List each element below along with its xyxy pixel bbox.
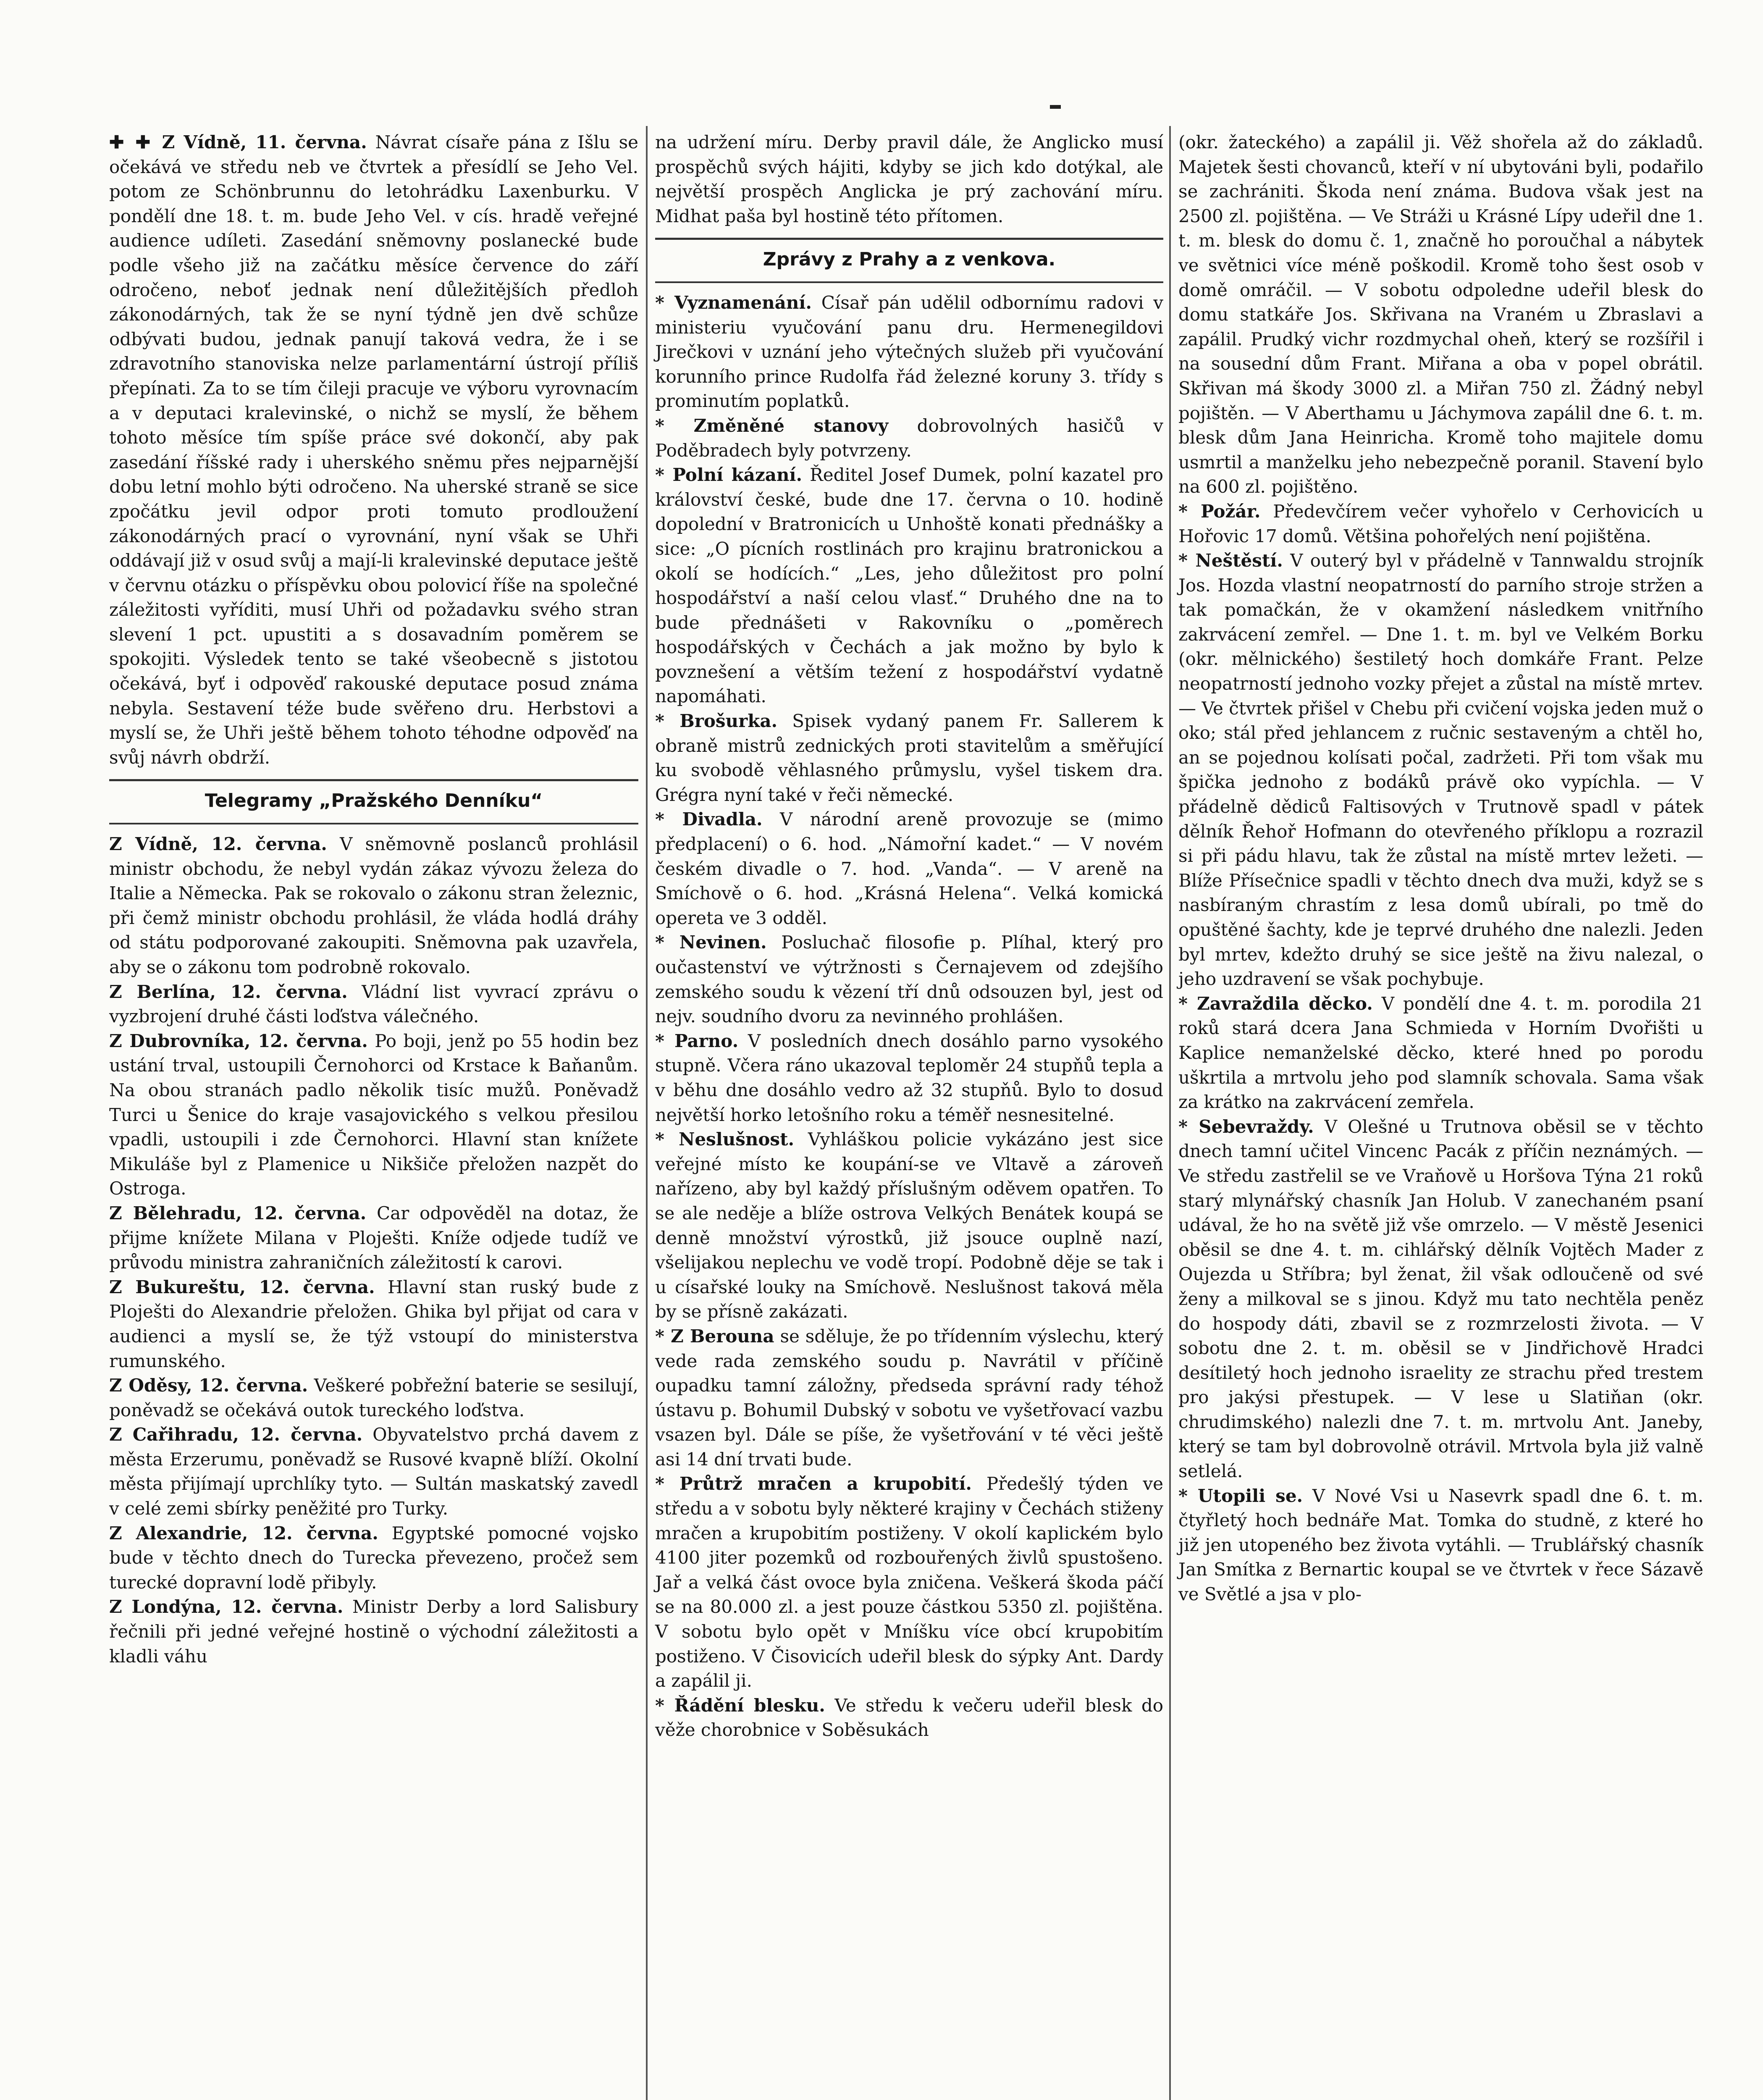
news-text: se sděluje, že po třídenním výslechu, který vede rada zemského soudu p. Navrátil v příčině oupadku tamní záložny, předseda správní rady téhož ústavu p. Bohumil Dubský v sobotu ve vyšetřovací vazbu vsazen byl. Dále se píše, že vyšetřování v té věci ještě asi 14 dní trvati bude. bbox=[655, 1326, 1163, 1470]
news-head: * Neštěstí. bbox=[1178, 550, 1283, 571]
news-head: * Brošurka. bbox=[655, 711, 778, 732]
news-head: * Vyznamenání. bbox=[655, 292, 812, 313]
vienna-dateline: ✚ ✚ Z Vídně, 11. června. bbox=[109, 132, 367, 152]
telegram-text: Obyvatelstvo prchá davem z města Erzerumu, poněvadž se Rusové kvapně blíží. Okolní města přijímají uprchlíky tyto. — Sultán maskatský zavedl v celé zemi sbírky peněžité pro Turky. bbox=[109, 1424, 638, 1519]
telegram-dateline: Z Londýna, 12. června. bbox=[109, 1596, 344, 1617]
news-item bbox=[1178, 549, 1703, 992]
news-text: Posluchač filosofie p. Plíhal, který pro oučastenství ve výtržnosti s Černajevem od zdejšího zemského soudu k vězení tří dnů odsouzen byl, jest od nejv. soudního dvoru za nevinného prohlášen. bbox=[655, 932, 1163, 1027]
telegram-dateline: Z Berlína, 12. června. bbox=[109, 981, 348, 1002]
telegram-dateline: Z Oděsy, 12. června. bbox=[109, 1375, 308, 1396]
telegram-item bbox=[109, 980, 638, 1029]
news-item bbox=[655, 463, 1163, 709]
telegram-item bbox=[109, 1521, 638, 1595]
telegram-dateline: Z Dubrovníka, 12. června. bbox=[109, 1030, 368, 1051]
news-text: V Nové Vsi u Nasevrk spadl dne 6. t. m. čtyřletý hoch bednáře Mat. Tomka do studně, z které ho již jen utopeného bez života vytáhli. — Trublářský chasník Jan Smítka z Bernartic koupal se ve čtvrtek v řece Sázavě ve Světlé a jsa v plo- bbox=[1178, 1485, 1703, 1605]
news-head: * Zavraždila děcko. bbox=[1178, 993, 1373, 1014]
news-item bbox=[655, 1472, 1163, 1693]
news-text: Císař pán udělil odbornímu radovi v ministeriu vyučování panu dru. Hermenegildovi Jirečkovi v uznání jeho výtečných služeb při vyučování korunního prince Rudolfa řád železné koruny 3. třídy s prominutím poplatků. bbox=[655, 292, 1163, 412]
news-head: * Polní kázaní. bbox=[655, 465, 803, 486]
top-dash-mark bbox=[1050, 105, 1061, 109]
telegram-dateline: Z Alexandrie, 12. června. bbox=[109, 1522, 378, 1544]
telegram-dateline: Z Cařihradu, 12. června. bbox=[109, 1424, 363, 1445]
news-item bbox=[655, 930, 1163, 1029]
telegram-dateline: Z Bukureštu, 12. června. bbox=[109, 1276, 375, 1297]
telegram-item bbox=[109, 1595, 638, 1669]
news-head: * Změněné stanovy bbox=[655, 415, 889, 436]
telegram-item bbox=[109, 1201, 638, 1275]
telegram-dateline: Z Vídně, 12. června. bbox=[109, 834, 327, 855]
news-head: * Parno. bbox=[655, 1030, 739, 1051]
news-item bbox=[655, 1127, 1163, 1324]
local-news-heading: Zprávy z Prahy a z venkova. bbox=[763, 249, 1056, 270]
news-text: V národní areně provozuje se (mimo předplacení) o 6. hod. „Námořní kadet.“ — V novém českém divadle o 7. hod. „Vanda“. — V areně na Smíchově o 6. hod. „Krásná Helena“. Velká komická opereta ve 3 odděl. bbox=[655, 809, 1163, 928]
section-divider bbox=[655, 238, 1163, 240]
telegram-text: Car odpověděl na dotaz, že přijme knížete Milana v Ploješti. Kníže odjede tudíž ve průvodu ministra zahraničních záležitostí k carovi. bbox=[109, 1202, 638, 1273]
news-head: * Sebevraždy. bbox=[1178, 1116, 1314, 1137]
telegram-dateline: Z Bělehradu, 12. června. bbox=[109, 1202, 367, 1223]
news-text: Předevčírem večer vyhořelo v Cerhovicích u Hořovic 17 domů. Většina pohořelých není pojištěna. bbox=[1178, 501, 1704, 546]
news-item bbox=[1178, 992, 1703, 1115]
news-head: * Z Berouna bbox=[655, 1326, 774, 1347]
news-head: * Nevinen. bbox=[655, 932, 767, 953]
telegram-item bbox=[109, 1029, 638, 1201]
telegram-item bbox=[109, 1275, 638, 1373]
telegram-item bbox=[109, 1373, 638, 1423]
news-item bbox=[655, 1693, 1163, 1743]
telegram-text: Vládní list vyvrací zprávu o vyzbrojení druhé části loďstva válečného. bbox=[109, 981, 638, 1027]
news-head: * Požár. bbox=[1178, 501, 1261, 522]
news-item bbox=[1178, 1484, 1703, 1607]
news-text: V pondělí dne 4. t. m. porodila 21 roků stará dcera Jana Schmieda v Horním Dvořišti u Kaplice nemanželské děcko, které hned po porodu uškrtila a mrtvolu jeho pod slamník schovala. Sama však za krátko na zakrvácení zemřela. bbox=[1178, 993, 1703, 1113]
telegram-text: Hlavní stan ruský bude z Ploješti do Alexandrie přeložen. Ghika byl přijat od cara v audienci a myslí se, že týž vstoupí do ministerstva rumunského. bbox=[109, 1276, 638, 1371]
vienna-text: Návrat císaře pána z Išlu se očekává ve středu neb ve čtvrtek a přesídlí se Jeho Vel. potom ze Schönbrunnu do letohrádku Laxenburku. V pondělí dne 18. t. m. bude Jeho Vel. v cís. hradě veřejné audience udíleti. Zasedání sněmovny poslanecké bude podle všeho již na začátku měsíce července do září odročeno, neboť jednak není důležitějších předloh zákonodárných, tak že se nyní týdně jen dvě schůze odbývati budou, jednak panují taková vedra, že i se zdravotního stanoviska nelze parlamentární ústrojí příliš přepínati. Za to se tím čileji pracuje ve výboru vyrovnacím a v deputaci kralevinské, o nichž se myslí, že během tohoto měsíce tím spíše práce své dokončí, aby pak zasedání říšské rady i uherského sněmu přes nejparnější dobu letní mohlo býti odročeno. Na uherské straně se sice zpočátku jevil odpor proti tomuto prodloužení zákonodárných prací o vyrovnání, nyní však se Uhři oddávají již v osud svůj a mají-li kralevinské deputace ještě v červnu otázku o příspěvku obou polovicí říše na společné záležitosti vyříditi, musí Uhři od požadavku svého stran slevení 1 pct. upustiti a s dosavadním poměrem se spokojiti. Výsledek tento se také všeobecně s jistotou očekává, byť i odpověď rakouské deputace posud známa nebyla. Sestavení téže bude svěřeno dru. Herbstovi a myslí se, že Uhři ještě během tohoto téhodne odpověď na svůj návrh obdrží. bbox=[109, 132, 638, 768]
news-head: * Neslušnost. bbox=[655, 1129, 795, 1150]
heading-divider bbox=[109, 823, 638, 824]
telegram-item bbox=[109, 832, 638, 980]
news-text: dobrovolných hasičů v Poděbradech byly potvrzeny. bbox=[655, 415, 1163, 461]
vienna-article bbox=[109, 130, 638, 770]
news-head: * Řádění blesku. bbox=[655, 1695, 825, 1716]
news-head: * Utopili se. bbox=[1178, 1485, 1303, 1506]
news-text: Spisek vydaný panem Fr. Sallerem k obraně mistrů zednických proti stavitelům a směřující ku svobodě věhlasného průmyslu, vyšel tiskem dra. Grégra nyní také v řeči německé. bbox=[655, 711, 1163, 805]
telegram-text: Po boji, jenž po 55 hodin bez ustání trval, ustoupili Černohorci od Krstace k Baňanům. Na obou stranách padlo několik tisíc mužů. Poněvadž Turci u Šenice do kraje vasajovického s velkou přesilou vpadli, ustoupili i zde Černohorci. Hlavní stan knížete Mikuláše byl z Plamenice u Nikšiče přeložen nazpět do Ostroga. bbox=[109, 1030, 638, 1199]
column-rule-right bbox=[1169, 126, 1171, 2100]
column-1 bbox=[109, 130, 638, 1669]
news-head: * Divadla. bbox=[655, 809, 763, 830]
telegram-text: Egyptské pomocné vojsko bude v těchto dnech do Turecka převezeno, pročež sem turecké dopravní lodě přibyly. bbox=[109, 1522, 638, 1593]
column-3 bbox=[1178, 130, 1703, 1607]
news-item bbox=[1178, 499, 1703, 549]
news-item bbox=[655, 1029, 1163, 1127]
news-item bbox=[655, 291, 1163, 414]
section-divider bbox=[109, 779, 638, 781]
news-item bbox=[655, 414, 1163, 463]
telegram-text: Veškeré pobřežní baterie se sesilují, poněvadž se očekává outok tureckého loďstva. bbox=[109, 1375, 639, 1420]
news-item bbox=[1178, 1115, 1703, 1484]
news-text: Předešlý týden ve středu a v sobotu byly některé krajiny v Čechách stiženy mračen a krupobitím postiženy. V okolí kaplickém bylo 4100 jiter pozemků od rozbouřených živlů spustošeno. Jař a velká část ovoce byla zničena. Veškerá škoda páčí se na 80.000 zl. a jest pouze částkou 5350 zl. pojištěna. V sobotu bylo opět v Mníšku více obcí krupobitím postiženo. V Čisovicích udeřil blesk do sýpky Ant. Dardy a zapálil ji. bbox=[655, 1473, 1163, 1691]
news-item bbox=[655, 807, 1163, 930]
news-text: V outerý byl v přádelně v Tannwaldu strojník Jos. Hozda vlastní neopatrností do parního stroje stržen a tak pomačkán, že v okamžení následkem vnitřního zakrvácení zemřel. — Dne 1. t. m. byl ve Velkém Borku (okr. mělnického) šestiletý hoch domkáře Frant. Pelze neopatrností jednoho vozky přejet a zůstal na místě mrtev. — Ve čtvrtek přišel v Chebu při cvičení vojska jeden muž o oko; stál před jehlancem z ručnic sestaveným a chtěl ho, an se pojednou kolísati počal, zadržeti. Při tom však mu špička jednoho z bodáků právě oko vypíchla. — V přádelně dědiců Faltisových v Trutnově spadl v pátek dělník Řehoř Hofmann do otevřeného příklopu a rozrazil si při pádu hlavu, tak že zůstal na místě mrtev ležeti. — Blíže Přísečnice spadli v těchto dnech dva muži, když se s nasbíraným chrastím z lesa domů ubírali, po tmě do opuštěné šachty, kde je teprvé druhého dne nalezli. Jeden byl mrtev, kdežto druhý se sice ještě na živu nalezal, o jeho uzdravení se však pochybuje. bbox=[1178, 550, 1703, 990]
news-text: V Olešné u Trutnova oběsil se v těchto dnech tamní učitel Vincenc Pacák z příčin neznámých. — Ve středu zastřelil se ve Vraňově u Horšova Týna 21 roků starý mlynářský chasník Jan Holub. V zanechaném psaní udával, že ho na světě již vše omrzelo. — V městě Jesenici oběsil se dne 4. t. m. cihlářský dělník Vojtěch Mader z Oujezda u Stříbra; byl ženat, žil však odloučeně od své ženy a milkoval se s jinou. Když mu tato nechtěla peněz do hospody dáti, zbavil se z rozmrzelosti života. — V sobotu dne 2. t. m. oběsil se v Jindřichově Hradci desítiletý hoch jednoho israelity ze strachu před trestem pro jakýsi přestupek. — V lese u Slatiňan (okr. chrudimského) nalezli dne 7. t. m. mrtvolu Ant. Janeby, který se tam byl dobrovolně otrávil. Mrtvola byla již valně setlelá. bbox=[1178, 1116, 1703, 1482]
continued-text: na udržení míru. Derby pravil dále, že Anglicko musí prospěchů svých hájiti, kdyby se jich kdo dotýkal, ale největší prospěch Anglicka je prý zachování míru. Midhat paša byl hostině této přítomen. bbox=[655, 132, 1163, 226]
telegram-text: Ministr Derby a lord Salisbury řečnili při jedné veřejné hostině o východní záležitosti a kladli váhu bbox=[109, 1596, 638, 1667]
telegram-item bbox=[109, 1423, 638, 1521]
news-item bbox=[655, 1324, 1163, 1472]
news-head: * Průtrž mračen a krupobití. bbox=[655, 1473, 972, 1494]
column-rule-left bbox=[646, 126, 648, 2100]
column-2 bbox=[655, 130, 1163, 1743]
news-item bbox=[655, 709, 1163, 807]
news-text: Ředitel Josef Dumek, polní kazatel pro království české, bude dne 17. června o 10. hodině dopolední v Bratronicích u Unhoště konati přednášky a sice: „O pícních rostlinách pro krajinu bratronickou a okolí se hodících.“ „Les, jeho důležitost pro polní hospodářství a naší celou vlasť.“ Druhého dne na to bude přednášeti v Rakovníku o „poměrech hospodářských v Čechách a jak možno by bylo k povznešení a větším težení z hospodářství vydatně napomáhati. bbox=[655, 465, 1163, 707]
telegrams-heading: Telegramy „Pražského Denníku“ bbox=[205, 790, 543, 812]
news-text: V posledních dnech dosáhlo parno vysokého stupně. Včera ráno ukazoval teploměr 24 stupňů tepla a v běhu dne dosáhlo vedro až 32 stupňů. Bylo to dosud největší horko letošního roku a téměř nesnesitelné. bbox=[655, 1030, 1163, 1125]
continued-text: (okr. žateckého) a zapálil ji. Věž shořela až do základů. Majetek šesti chovanců, kteří v ní ubytováni byli, podařilo se zachrániti. Škoda není známa. Budova však jest na 2500 zl. pojištěna. — Ve Stráži u Krásné Lípy udeřil dne 1. t. m. blesk do domu č. 1, značně ho poroučhal a nábytek ve světnici více méně poškodil. Kromě toho šest osob v domě omráčil. — V sobotu odpoledne udeřil blesk do domu statkáře Jos. Skřivana na Vraném u Zbraslavi a zapálil. Prudký vichr rozdmychal oheň, který se rozšířil i na sousední dům Frant. Miřana a oba v popel obrátil. Skřivan má škody 3000 zl. a Miřan 750 zl. Žádný nebyl pojištěn. — V Aberthamu u Jáchymova zapálil dne 6. t. m. blesk dům Jana Heinricha. Kromě toho majitele domu usmrtil a manželku jeho nebezpečně poranil. Stavení bylo na 600 zl. pojištěno. bbox=[1178, 132, 1703, 497]
telegram-text: V sněmovně poslanců prohlásil ministr obchodu, že nebyl vydán zákaz vývozu železa do Italie a Německa. Pak se rokovalo o zákonu stran železnic, při čemž ministr obchodu prohlásil, že vláda hodlá dráhy od státu podporované zakoupiti. Sněmovna pak uzavřela, aby se o zákonu tom podrobně rokovalo. bbox=[109, 834, 638, 977]
news-text: Vyhláškou policie vykázáno jest sice veřejné místo ke koupání-se ve Vltavě a zároveň nařízeno, aby byl každý příslušným oděvem opatřen. To se ale neděje a blíže ostrova Velkých Benátek koupá se denně množství výrostků, již jsouce ouplně nazí, všelijakou neplechu ve vodě tropí. Podobně děje se tak i u císařské louky na Smíchově. Neslušnost taková měla by se přísně zakázati. bbox=[655, 1129, 1163, 1322]
heading-divider bbox=[655, 281, 1163, 283]
news-text: Ve středu k večeru udeřil blesk do věže chorobnice v Soběsukách bbox=[655, 1695, 1163, 1740]
